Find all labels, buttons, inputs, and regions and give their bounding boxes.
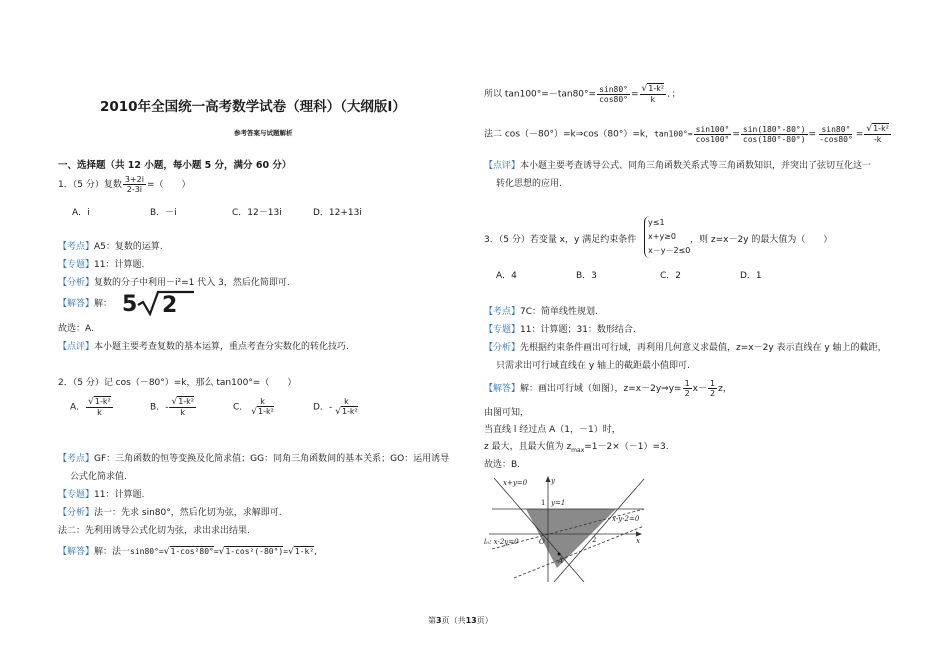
q3-line3: z 最大，且最大值为 $z_{max}=1-2\times(-1)=3$. xyxy=(484,442,669,454)
q3-option-d: D．1 xyxy=(740,271,762,281)
q2-option-c: C． $\frac{k}{\text{√1-k²}}$ xyxy=(233,397,274,417)
q1-guxuan: 故选：A. xyxy=(58,324,94,334)
q2-option-d: D．- $\frac{k}{\text{√1-k²}}$ xyxy=(313,397,358,417)
q1-option-d: D．12+13i xyxy=(313,208,362,218)
q3-kaodian: 【考点】7C：简单线性规划. xyxy=(484,307,598,317)
q1-option-c: C．12－13i xyxy=(232,208,282,218)
q2-kaodian-cont: 公式化简求值. xyxy=(70,472,127,482)
label-x-plus-y-0: x+y=0 xyxy=(503,479,528,487)
q1-fenxi: 【分析】复数的分子中利用－i²=1 代入 3，然后化简即可. xyxy=(58,278,290,288)
q3-option-c: C．2 xyxy=(660,271,682,281)
y-axis-arrow xyxy=(546,476,551,482)
label-tick-2: 2 xyxy=(592,536,597,544)
q2-stem: 2．（5 分）记 cos（－80°）=k，那么 tan100°=（ ） xyxy=(58,378,297,388)
page-footer: 第3页（共13页） xyxy=(428,616,493,625)
q2-zhuanti: 【专题】11：计算题. xyxy=(58,490,145,500)
point-a xyxy=(558,553,561,556)
page-title: 2010年全国统一高考数学试卷（理科）（大纲版Ⅰ） xyxy=(100,99,406,115)
q3-guxuan: 故选：B. xyxy=(484,460,521,470)
q3-fenxi: 【分析】先根据约束条件画出可行域，再利用几何意义求最值，z=x－2y 表示直线在 y 轴上的截距， xyxy=(484,343,887,353)
label-y-eq-1: y=1 xyxy=(551,499,566,507)
x-axis-arrow xyxy=(636,532,642,537)
r-line1: 所以 tan100°=－tan80°= $\frac{\sin 80^\circ}{\cos 80^\circ}$ = $\frac{\text{√1-k²}}{k}$ ．； xyxy=(484,84,681,104)
svg-text:2: 2 xyxy=(162,293,178,316)
svg-text:5: 5 xyxy=(122,292,138,316)
q2-option-b: B．- $\frac{\text{√1-k²}}{k}$ xyxy=(150,397,195,417)
q3-jieda: 【解答】解：画出可行域（如图），z=x－2y⇒y= $\frac{1}{2}$ x－ $\frac{1}{2}$ z， xyxy=(484,379,732,398)
q3-line2: 当直线 l 经过点 A（1，－1）时， xyxy=(484,425,621,435)
q1-option-b: B．－i xyxy=(150,208,177,218)
q3-fenxi-cont: 只需求出可行域直线在 y 轴上的截距最小值即可. xyxy=(496,361,690,371)
label-x-minus-y-2: x-y-2=0 xyxy=(612,515,640,523)
r-line2: 法二 cos（－80°）=k⇒cos（80°）=k，tan100°= $\frac{\sin 100^\circ}{\cos 100^\circ}$ = $\frac{\sin(180^\circ-80^\circ)}{\cos(180^\circ-80^\circ)}$ = $\frac{\sin 80^\circ}{-\cos 80^\circ}$ = $\frac{\text{√1-k²}}{-k}$ xyxy=(484,124,889,144)
q3-zhuanti: 【专题】11：计算题；31：数形结合. xyxy=(484,325,636,335)
q1-zhuanti: 【专题】11：计算题. xyxy=(58,260,145,270)
r-dianping-cont: 转化思想的应用. xyxy=(496,179,562,189)
r-dianping: 【点评】本小题主要考查诱导公式、同角三角函数关系式等三角函数知识，并突出了弦切互化这一 xyxy=(484,161,872,171)
label-x-axis: x xyxy=(636,537,640,545)
label-point-a: A xyxy=(558,557,564,565)
feasible-region-graph xyxy=(484,474,654,584)
page-subtitle: 参考答案与试题解析 xyxy=(234,129,293,137)
q3-constraints: y≤1 x+y≥0 x－y－2≤0 xyxy=(644,216,690,258)
q1-answer-image xyxy=(122,290,196,316)
q1-jieda: 【解答】解： xyxy=(58,299,113,309)
q1-kaodian: 【考点】A5：复数的运算. xyxy=(58,242,163,252)
q1-option-a: A．i xyxy=(72,208,90,218)
q2-option-a: A． $\frac{\text{√1-k²}}{k}$ xyxy=(70,397,111,417)
q2-fenxi-2: 法二：先利用诱导公式化切为弦，求出求出结果. xyxy=(58,526,250,536)
q3-line1: 由图可知， xyxy=(484,408,530,418)
q1-dianping: 【点评】本小题主要考查复数的基本运算，重点考查分实数化的转化技巧. xyxy=(58,342,349,352)
q3-stem-b: ，则 z=x－2y 的最大值为（ ） xyxy=(690,235,833,245)
label-origin: O xyxy=(539,538,545,546)
q1-stem: 1．（5 分）复数 $\frac{3+2i}{2-3i}$ =（ ） xyxy=(58,175,191,194)
q3-stem-a: 3．（5 分）若变量 x，y 满足约束条件 xyxy=(484,235,637,245)
label-tick-1: 1 xyxy=(541,499,546,507)
label-y-axis: y xyxy=(551,477,555,485)
q2-kaodian: 【考点】GF：三角函数的恒等变换及化简求值；GG：同角三角函数间的基本关系；GO：运用诱导 xyxy=(58,454,450,464)
section-heading: 一、选择题（共 12 小题，每小题 5 分，满分 60 分） xyxy=(58,160,292,171)
q3-option-b: B．3 xyxy=(576,271,597,281)
q3-option-a: A．4 xyxy=(496,271,517,281)
label-l0: l₀: x-2y=0 xyxy=(484,538,519,546)
q2-fenxi: 【分析】法一：先求 sin80°，然后化切为弦，求解即可. xyxy=(58,508,282,518)
q1-fraction: $\frac{3+2i}{2-3i}$ xyxy=(124,175,144,194)
q2-jieda: 【解答】解：法一sin80°=√1-cos²80°=√1-cos²(-80°)=√1-k², xyxy=(58,547,317,557)
